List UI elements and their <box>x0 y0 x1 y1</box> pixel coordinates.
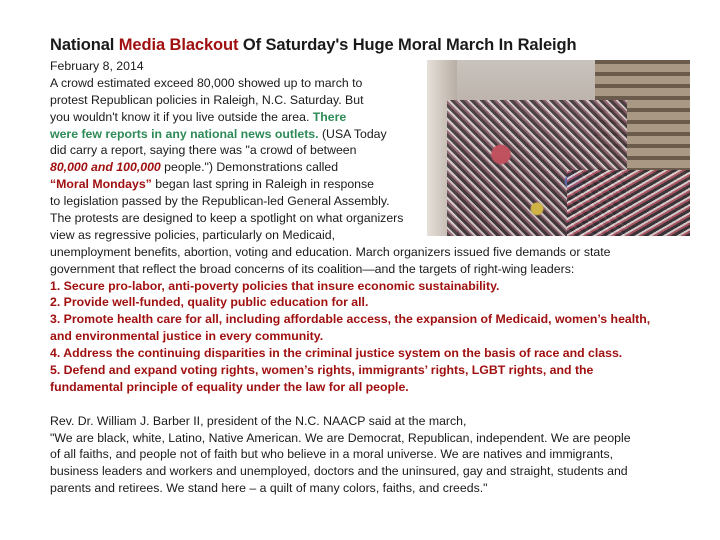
text-segment: people.") Demonstrations called <box>160 160 339 175</box>
text-segment: government that reflect the broad concerns of its coalition—and the targets of right-wing leaders: <box>50 261 575 276</box>
text-line <box>50 75 650 92</box>
text-segment: of all faiths, and people not of faith but who believe in a moral universe. We are natives and immigrants, <box>50 447 614 462</box>
article-body <box>50 58 650 497</box>
text-line <box>50 413 650 430</box>
text-line <box>50 430 650 447</box>
text-segment: unemployment benefits, abortion, voting and education. March organizers issued five demands or state <box>50 244 611 259</box>
highlighted-text: 3. Promote health care for all, including affordable access, the expansion of Medicaid, women’s health, <box>50 312 651 327</box>
text-segment: (USA Today <box>318 126 387 141</box>
text-line <box>50 58 650 75</box>
text-line <box>50 278 650 295</box>
text-line <box>50 345 650 362</box>
text-line <box>50 328 650 345</box>
text-line <box>50 446 650 463</box>
highlighted-text: fundamental principle of equality under the law for all people. <box>50 379 409 394</box>
page-title <box>50 36 576 55</box>
text-segment: Rev. Dr. William J. Barber II, president of the N.C. NAACP said at the march, <box>50 413 467 428</box>
text-line <box>50 362 650 379</box>
text-segment: business leaders and workers and unemployed, doctors and the uninsured, gay and straight, students and <box>50 464 628 479</box>
text-line <box>50 126 650 143</box>
text-segment: parents and retirees. We stand here – a quilt of many colors, faiths, and creeds." <box>50 481 488 496</box>
text-line <box>50 159 650 176</box>
text-line <box>50 244 650 261</box>
text-segment: did carry a report, saying there was "a crowd of between <box>50 143 357 158</box>
text-line <box>50 92 650 109</box>
text-line <box>50 261 650 278</box>
text-segment: protest Republican policies in Raleigh, N.C. Saturday. But <box>50 92 364 107</box>
text-segment: A crowd estimated exceed 80,000 showed up to march to <box>50 75 363 90</box>
text-segment: you wouldn't know it if you live outside the area. <box>50 109 313 124</box>
text-line <box>50 210 650 227</box>
paragraph-gap <box>50 396 650 413</box>
highlighted-text: 1. Secure pro-labor, anti-poverty policies that insure economic sustainability. <box>50 278 500 293</box>
text-line <box>50 463 650 480</box>
highlighted-text: and environmental justice in every community. <box>50 329 324 344</box>
text-segment: began last spring in Raleigh in response <box>151 177 374 192</box>
text-segment: The protests are designed to keep a spotlight on what organizers <box>50 211 404 226</box>
text-line <box>50 379 650 396</box>
text-line <box>50 193 650 210</box>
title-part-2: Of Saturday's Huge Moral March In Raleigh <box>238 36 577 54</box>
text-line <box>50 294 650 311</box>
highlighted-text: 2. Provide well-funded, quality public education for all. <box>50 295 369 310</box>
highlighted-text: 80,000 and 100,000 <box>50 160 161 175</box>
title-highlight: Media Blackout <box>118 36 239 54</box>
text-line <box>50 176 650 193</box>
text-line <box>50 142 650 159</box>
text-segment: view as regressive policies, particularly on Medicaid, <box>50 227 335 242</box>
text-segment: "We are black, white, Latino, Native American. We are Democrat, Republican, independent. We are people <box>50 430 631 445</box>
title-part-1: National <box>50 36 119 54</box>
highlighted-text: 4. Address the continuing disparities in the criminal justice system on the basis of race and class. <box>50 346 623 361</box>
highlighted-text: “Moral Mondays” <box>50 177 152 192</box>
text-segment: to legislation passed by the Republican-led General Assembly. <box>50 194 390 209</box>
text-segment: February 8, 2014 <box>50 59 144 73</box>
highlighted-text: There <box>312 109 347 124</box>
text-line <box>50 311 650 328</box>
highlighted-text: 5. Defend and expand voting rights, women’s rights, immigrants’ rights, LGBT rights, and the <box>50 363 594 378</box>
text-line <box>50 480 650 497</box>
text-line <box>50 109 650 126</box>
highlighted-text: were few reports in any national news outlets. <box>50 126 319 141</box>
text-line <box>50 227 650 244</box>
